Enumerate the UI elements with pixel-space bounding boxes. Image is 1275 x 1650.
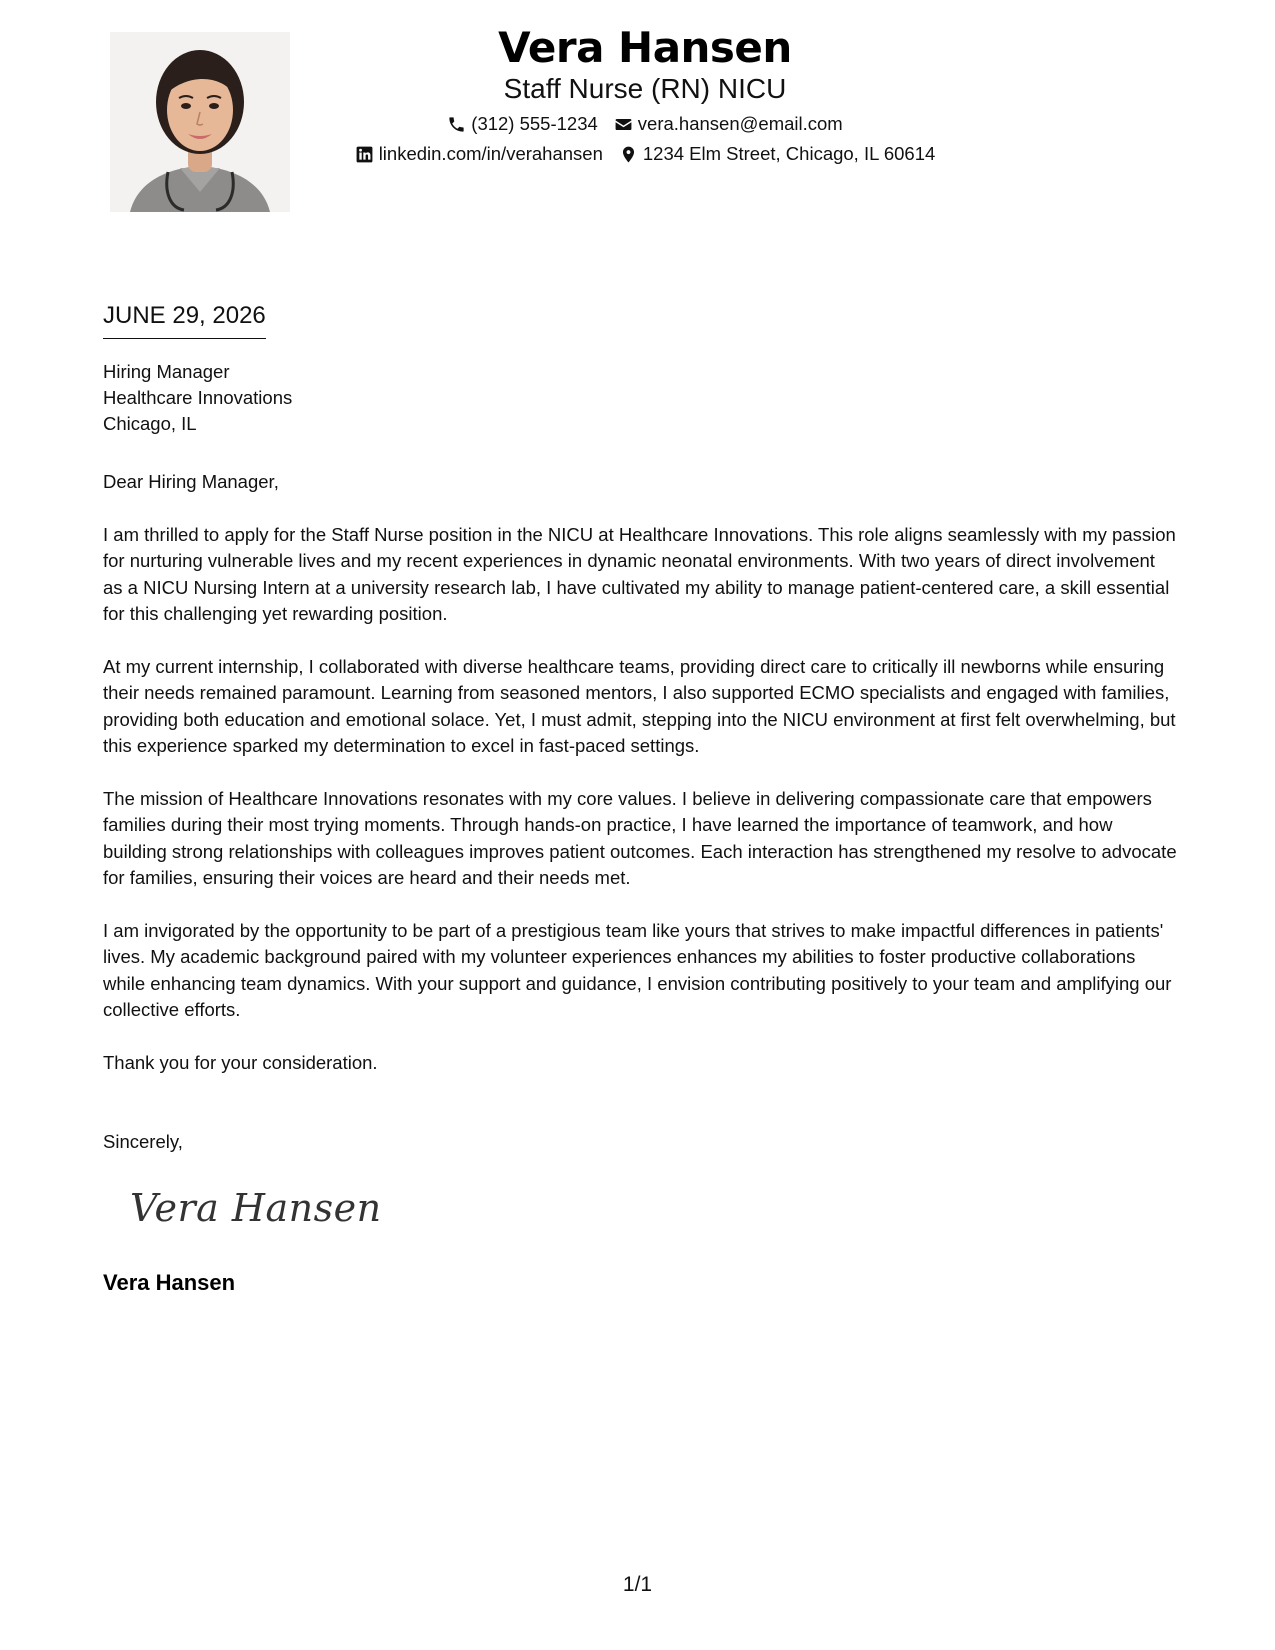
linkedin-text: linkedin.com/in/verahansen xyxy=(378,143,603,164)
handwritten-signature: Vera Hansen xyxy=(130,1186,382,1230)
signature-name: Vera Hansen xyxy=(103,1270,236,1295)
body-paragraph-2: At my current internship, I collaborated with diverse healthcare teams, providing direct care to critically ill newborns while ensuring their needs remained paramount. Learning from seasoned mentors, I also supported ECMO specialists and engaged with families, providing both education and emotional solace. Yet, I must admit, stepping into the NICU environment at first felt overwhelming, but this experience sparked my determination to excel in fast-paced settings. xyxy=(103,656,1176,756)
profile-photo-illustration xyxy=(110,32,290,212)
job-title: Staff Nurse (RN) NICU xyxy=(503,73,787,104)
contact-address xyxy=(619,142,935,166)
contact-row-secondary xyxy=(300,142,990,166)
envelope-icon xyxy=(614,115,633,134)
page-number: 1/1 xyxy=(622,1573,653,1596)
salutation: Dear Hiring Manager, xyxy=(103,471,279,492)
body-paragraph-1: I am thrilled to apply for the Staff Nurse position in the NICU at Healthcare Innovations. This role aligns seamlessly with my passion for nurturing vulnerable lives and my recent experiences in dynamic neonatal environments. With two years of direct involvement as a NICU Nursing Intern at a university research lab, I have cultivated my ability to manage patient-centered care, a skill essential for this challenging yet rewarding position. xyxy=(103,524,1176,624)
recipient-block xyxy=(103,359,292,437)
body-paragraph-4: I am invigorated by the opportunity to be part of a prestigious team like yours that strives to make impactful differences in patients' lives. My academic background paired with my volunteer experiences enhances my abilities to foster productive collaborations while enhancing team dynamics. With your support and guidance, I envision contributing positively to your team and amplifying our collective efforts. xyxy=(103,920,1172,1020)
body-paragraph-3: The mission of Healthcare Innovations resonates with my core values. I believe in delivering compassionate care that empowers families during their most trying moments. Through hands-on practice, I have learned the importance of teamwork, and how building strong relationships with colleagues improves patient outcomes. Each interaction has strengthened my resolve to advocate for families, ensuring their voices are heard and their needs met. xyxy=(103,788,1177,888)
closing-line: Thank you for your consideration. xyxy=(103,1052,378,1073)
map-marker-icon xyxy=(619,145,638,164)
letter-date: JUNE 29, 2026 xyxy=(103,300,266,339)
contact-email[interactable] xyxy=(614,112,843,136)
contact-row-primary xyxy=(300,112,990,136)
header xyxy=(300,22,990,166)
recipient-company: Healthcare Innovations xyxy=(103,387,293,408)
profile-photo xyxy=(110,32,290,212)
phone-text: (312) 555-1234 xyxy=(471,113,598,134)
email-text: vera.hansen@email.com xyxy=(637,113,843,134)
contact-phone[interactable] xyxy=(447,112,598,136)
applicant-name: Vera Hansen xyxy=(498,23,792,72)
phone-icon xyxy=(447,115,466,134)
address-text: 1234 Elm Street, Chicago, IL 60614 xyxy=(642,143,936,164)
signoff: Sincerely, xyxy=(103,1131,183,1152)
recipient-name: Hiring Manager xyxy=(103,361,230,382)
contact-linkedin[interactable] xyxy=(355,142,603,166)
recipient-location: Chicago, IL xyxy=(103,413,197,434)
linkedin-icon xyxy=(355,145,374,164)
